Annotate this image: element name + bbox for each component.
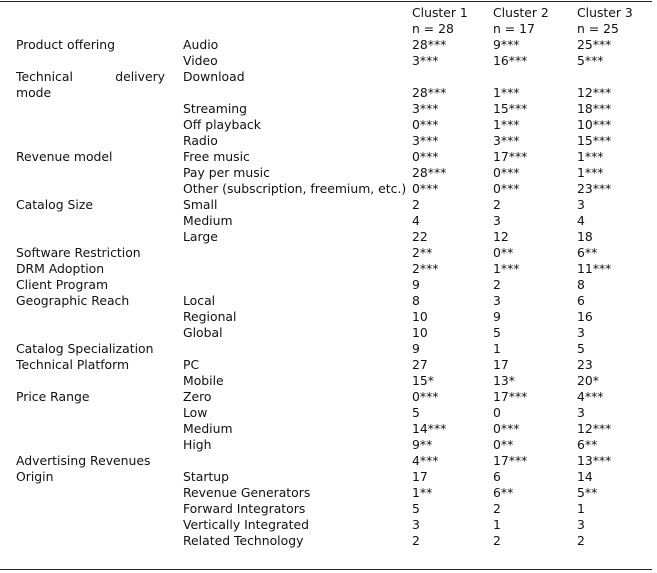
cluster-2-title: Cluster 2 <box>493 5 549 20</box>
cluster-1-value: 3 <box>412 517 420 532</box>
table-row <box>0 181 652 197</box>
cluster-3-value: 4 <box>577 213 585 228</box>
table-row <box>0 101 652 117</box>
cluster-3-value: 23 <box>577 357 593 372</box>
cluster-1-value: 2** <box>412 245 433 260</box>
cluster-3-value: 18*** <box>577 101 612 116</box>
cluster-2-value: 3 <box>493 293 501 308</box>
table-bottom-rule <box>0 569 652 570</box>
cluster-2-value: 1*** <box>493 117 520 132</box>
cluster-1-value: 27 <box>412 357 428 372</box>
row-subcategory: Startup <box>183 469 229 484</box>
cluster-1-size: n = 28 <box>412 21 454 36</box>
cluster-3-value: 4*** <box>577 389 604 404</box>
table-row <box>0 293 652 309</box>
cluster-3-value: 23*** <box>577 181 612 196</box>
cluster-2-value: 15*** <box>493 101 528 116</box>
table-row <box>0 213 652 229</box>
cluster-3-value: 1*** <box>577 149 604 164</box>
row-category: Software Restriction <box>16 245 141 260</box>
cluster-1-value: 28*** <box>412 37 447 52</box>
cluster-3-value: 8 <box>577 277 585 292</box>
row-subcategory <box>167 261 412 277</box>
cluster-1-value: 2 <box>412 197 420 212</box>
cluster-1-value: 8 <box>412 293 420 308</box>
cluster-3-value: 16 <box>577 309 593 324</box>
row-category <box>0 117 167 133</box>
table-row <box>0 69 652 101</box>
cluster-2-value: 2 <box>493 277 501 292</box>
cluster-1-title: Cluster 1 <box>412 5 468 20</box>
row-category <box>0 373 167 389</box>
row-category: Catalog Size <box>16 197 93 212</box>
cluster-3-title: Cluster 3 <box>577 5 633 20</box>
row-subcategory: Download <box>183 69 245 84</box>
cluster-1-value: 9 <box>412 277 420 292</box>
cluster-2-value: 0** <box>493 437 514 452</box>
table-row <box>0 197 652 213</box>
row-subcategory <box>167 341 412 357</box>
cluster-3-value: 10*** <box>577 117 612 132</box>
row-subcategory: Mobile <box>183 373 224 388</box>
table-row <box>0 309 652 325</box>
table-row <box>0 389 652 405</box>
table-row <box>0 421 652 437</box>
header-empty-subcategory <box>167 5 412 37</box>
table-row <box>0 373 652 389</box>
cluster-1-value: 2*** <box>412 261 439 276</box>
table-row <box>0 37 652 53</box>
cluster-2-value: 2 <box>493 197 501 212</box>
table-row <box>0 325 652 341</box>
cluster-3-value: 6** <box>577 437 598 452</box>
cluster-3-value: 3 <box>577 405 585 420</box>
table-row <box>0 229 652 245</box>
cluster-2-value: 1 <box>493 517 501 532</box>
row-category <box>0 325 167 341</box>
row-category: Technical Platform <box>16 357 130 372</box>
row-subcategory: Low <box>183 405 208 420</box>
table-row <box>0 405 652 421</box>
table-row <box>0 437 652 453</box>
cluster-2-value: 3 <box>493 213 501 228</box>
row-category <box>0 437 167 453</box>
cluster-3-value: 5 <box>577 341 585 356</box>
cluster-1-value: 22 <box>412 229 428 244</box>
row-category: Product offering <box>16 37 115 52</box>
row-category <box>0 309 167 325</box>
row-category <box>0 501 167 517</box>
table-body <box>0 37 652 549</box>
cluster-2-value: 1 <box>493 341 501 356</box>
cluster-1-value: 0*** <box>412 149 439 164</box>
cluster-1-value: 10 <box>412 325 428 340</box>
table-row <box>0 485 652 501</box>
row-subcategory: Revenue Generators <box>183 485 311 500</box>
row-category <box>0 133 167 149</box>
row-subcategory: Vertically Integrated <box>183 517 309 532</box>
row-category: Origin <box>16 469 54 484</box>
cluster-1-value: 0*** <box>412 389 439 404</box>
row-subcategory: Free music <box>183 149 250 164</box>
table-row <box>0 517 652 533</box>
table-row <box>0 133 652 149</box>
cluster-2-value: 17*** <box>493 149 528 164</box>
cluster-3-value: 11*** <box>577 261 612 276</box>
cluster-2-value: 0*** <box>493 165 520 180</box>
cluster-2-value: 6 <box>493 469 501 484</box>
header-row <box>0 5 652 37</box>
cluster-2-size: n = 17 <box>493 21 535 36</box>
row-category: Revenue model <box>16 149 113 164</box>
row-subcategory: Medium <box>183 421 233 436</box>
row-category <box>0 485 167 501</box>
cluster-1-value: 0*** <box>412 117 439 132</box>
cluster-2-value: 1*** <box>493 85 520 100</box>
table-row <box>0 53 652 69</box>
row-category: DRM Adoption <box>16 261 105 276</box>
cluster-2-value: 6** <box>493 485 514 500</box>
cluster-3-value: 12*** <box>577 421 612 436</box>
cluster-2-value: 17*** <box>493 389 528 404</box>
cluster-3-value: 25*** <box>577 37 612 52</box>
row-category: Advertising Revenues <box>16 453 151 468</box>
table-row <box>0 117 652 133</box>
cluster-2-value: 2 <box>493 501 501 516</box>
cluster-3-value: 3 <box>577 517 585 532</box>
row-category <box>0 405 167 421</box>
row-category <box>0 517 167 533</box>
row-subcategory: High <box>183 437 212 452</box>
cluster-1-value: 4*** <box>412 453 439 468</box>
row-subcategory: Large <box>183 229 218 244</box>
cluster-3-value: 1 <box>577 501 585 516</box>
table-row <box>0 245 652 261</box>
table-row <box>0 149 652 165</box>
cluster-2-value: 12 <box>493 229 509 244</box>
row-subcategory: Regional <box>183 309 237 324</box>
cluster-1-value: 2 <box>412 533 420 548</box>
cluster-2-value: 1*** <box>493 261 520 276</box>
cluster-3-value: 13*** <box>577 453 612 468</box>
table-row <box>0 453 652 469</box>
row-subcategory: Radio <box>183 133 218 148</box>
table-row <box>0 341 652 357</box>
row-category <box>0 53 167 69</box>
cluster-2-value: 13* <box>493 373 515 388</box>
cluster-3-value: 6** <box>577 245 598 260</box>
cluster-2-value: 17 <box>493 357 509 372</box>
cluster-3-value: 2 <box>577 533 585 548</box>
cluster-1-value: 3*** <box>412 133 439 148</box>
cluster-3-value: 3 <box>577 197 585 212</box>
row-subcategory: Video <box>183 53 218 68</box>
table-top-rule <box>0 1 652 2</box>
cluster-2-value: 0*** <box>493 421 520 436</box>
row-subcategory <box>167 453 412 469</box>
row-subcategory: Zero <box>183 389 212 404</box>
header-cluster-1 <box>412 5 493 37</box>
cluster-3-value: 5*** <box>577 53 604 68</box>
cluster-1-value: 1** <box>412 485 433 500</box>
cluster-1-value: 28*** <box>412 165 447 180</box>
row-subcategory: PC <box>183 357 200 372</box>
row-subcategory: Forward Integrators <box>183 501 306 516</box>
cluster-1-value: 17 <box>412 469 428 484</box>
cluster-2-value: 5 <box>493 325 501 340</box>
cluster-3-value: 3 <box>577 325 585 340</box>
row-subcategory: Local <box>183 293 216 308</box>
row-subcategory: Audio <box>183 37 219 52</box>
cluster-3-value: 5** <box>577 485 598 500</box>
table-row <box>0 261 652 277</box>
cluster-1-value: 3*** <box>412 101 439 116</box>
table-row <box>0 469 652 485</box>
cluster-2-value: 16*** <box>493 53 528 68</box>
row-subcategory: Global <box>183 325 223 340</box>
row-subcategory <box>167 245 412 261</box>
row-subcategory: Medium <box>183 213 233 228</box>
table-row <box>0 533 652 549</box>
cluster-2-value: 0*** <box>493 181 520 196</box>
row-subcategory: Related Technology <box>183 533 304 548</box>
cluster-2-value: 3*** <box>493 133 520 148</box>
row-category <box>0 181 167 197</box>
cluster-1-value: 28*** <box>412 85 447 100</box>
table-row <box>0 165 652 181</box>
header-empty-category <box>0 5 167 37</box>
row-subcategory: Off playback <box>183 117 261 132</box>
cluster-3-value: 18 <box>577 229 593 244</box>
row-category: Catalog Specialization <box>16 341 154 356</box>
table-row <box>0 357 652 373</box>
table-row <box>0 501 652 517</box>
row-subcategory: Small <box>183 197 218 212</box>
row-subcategory <box>167 277 412 293</box>
cluster-2-value: 0** <box>493 245 514 260</box>
row-category <box>0 421 167 437</box>
row-category: Technical delivery mode <box>16 69 165 100</box>
row-subcategory: Other (subscription, freemium, etc.) <box>183 181 407 196</box>
cluster-1-value: 9 <box>412 341 420 356</box>
cluster-1-value: 4 <box>412 213 420 228</box>
cluster-profile-table <box>0 5 652 549</box>
cluster-3-value: 20* <box>577 373 599 388</box>
cluster-3-value: 15*** <box>577 133 612 148</box>
cluster-1-value: 3*** <box>412 53 439 68</box>
row-category <box>0 101 167 117</box>
row-category <box>0 533 167 549</box>
cluster-1-value: 9** <box>412 437 433 452</box>
cluster-3-value: 14 <box>577 469 593 484</box>
cluster-1-value: 0*** <box>412 181 439 196</box>
cluster-1-value: 10 <box>412 309 428 324</box>
table-row <box>0 277 652 293</box>
cluster-2-value: 9*** <box>493 37 520 52</box>
cluster-3-value: 12*** <box>577 85 612 100</box>
cluster-2-value: 17*** <box>493 453 528 468</box>
cluster-2-value: 0 <box>493 405 501 420</box>
cluster-3-size: n = 25 <box>577 21 619 36</box>
row-category <box>0 165 167 181</box>
cluster-3-value: 1*** <box>577 165 604 180</box>
cluster-1-value: 5 <box>412 501 420 516</box>
cluster-1-value: 14*** <box>412 421 447 436</box>
header-cluster-2 <box>493 5 577 37</box>
row-subcategory: Pay per music <box>183 165 270 180</box>
cluster-2-value: 9 <box>493 309 501 324</box>
row-category: Client Program <box>16 277 109 292</box>
cluster-3-value: 6 <box>577 293 585 308</box>
cluster-1-value: 5 <box>412 405 420 420</box>
cluster-1-value: 15* <box>412 373 434 388</box>
row-category: Price Range <box>16 389 90 404</box>
row-category: Geographic Reach <box>16 293 130 308</box>
cluster-2-value: 2 <box>493 533 501 548</box>
row-category <box>0 229 167 245</box>
header-cluster-3 <box>577 5 652 37</box>
row-subcategory: Streaming <box>183 101 247 116</box>
row-category <box>0 213 167 229</box>
